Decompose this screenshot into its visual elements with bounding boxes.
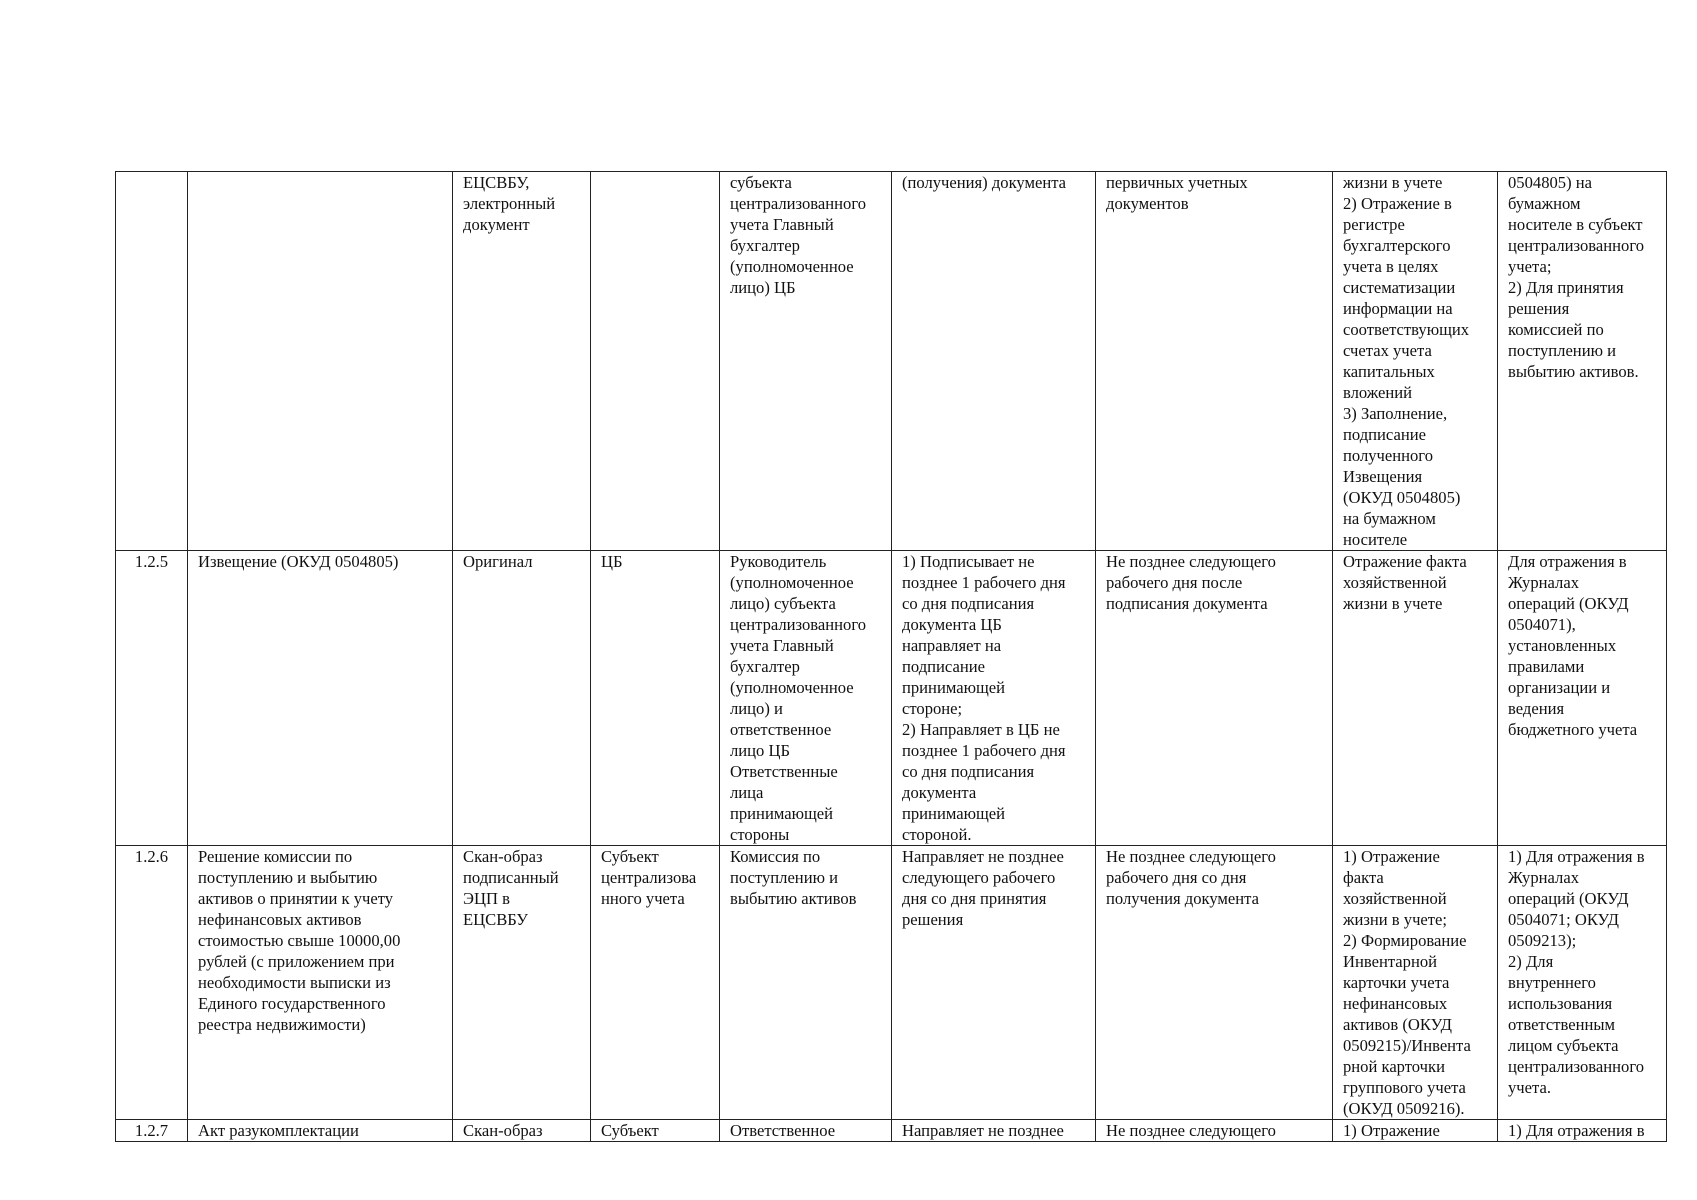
purpose-cell: 1) Отражение bbox=[1333, 1120, 1498, 1142]
table-row bbox=[116, 172, 1667, 551]
document-form-cell: Оригинал bbox=[453, 551, 591, 846]
signer-cell: субъекта централизованного учета Главный бухгалтер (уполномоченное лицо) ЦБ bbox=[720, 172, 892, 551]
table-row bbox=[116, 1120, 1667, 1142]
purpose-cell: Отражение факта хозяйственной жизни в учете bbox=[1333, 551, 1498, 846]
document-name-cell: Извещение (ОКУД 0504805) bbox=[188, 551, 453, 846]
deadline-cell: Не позднее следующего рабочего дня после подписания документа bbox=[1096, 551, 1333, 846]
document-name-cell bbox=[188, 172, 453, 551]
creator-cell bbox=[591, 172, 720, 551]
creator-cell: ЦБ bbox=[591, 551, 720, 846]
creator-cell: Субъект централизова нного учета bbox=[591, 846, 720, 1120]
document-name-cell: Акт разукомплектации bbox=[188, 1120, 453, 1142]
deadline-cell: Не позднее следующего bbox=[1096, 1120, 1333, 1142]
creator-cell: Субъект bbox=[591, 1120, 720, 1142]
action-cell: Направляет не позднее следующего рабочего дня со дня принятия решения bbox=[892, 846, 1096, 1120]
document-form-cell: Скан-образ bbox=[453, 1120, 591, 1142]
purpose-cell: 1) Отражение факта хозяйственной жизни в учете; 2) Формирование Инвентарной карточки учета нефинансовых активов (ОКУД 0509215)/Инвента рной карточки группового учета (ОКУД 0509216). bbox=[1333, 846, 1498, 1120]
purpose-cell: жизни в учете 2) Отражение в регистре бухгалтерского учета в целях систематизации информации на соответствующих счетах учета капитальных вложений 3) Заполнение, подписание полученного Извещения (ОКУД 0504805) на бумажном носителе bbox=[1333, 172, 1498, 551]
row-number: 1.2.6 bbox=[116, 846, 188, 1120]
registry-cell: Для отражения в Журналах операций (ОКУД 0504071), установленных правилами организации и ведения бюджетного учета bbox=[1498, 551, 1667, 846]
document-form-cell: ЕЦСВБУ, электронный документ bbox=[453, 172, 591, 551]
registry-cell: 1) Для отражения в Журналах операций (ОКУД 0504071; ОКУД 0509213); 2) Для внутреннего использования ответственным лицом субъекта централизованного учета. bbox=[1498, 846, 1667, 1120]
table-row bbox=[116, 846, 1667, 1120]
deadline-cell: первичных учетных документов bbox=[1096, 172, 1333, 551]
action-cell: Направляет не позднее bbox=[892, 1120, 1096, 1142]
registry-cell: 0504805) на бумажном носителе в субъект централизованного учета; 2) Для принятия решения комиссией по поступлению и выбытию активов. bbox=[1498, 172, 1667, 551]
signer-cell: Ответственное bbox=[720, 1120, 892, 1142]
table-row bbox=[116, 551, 1667, 846]
deadline-cell: Не позднее следующего рабочего дня со дня получения документа bbox=[1096, 846, 1333, 1120]
row-number: 1.2.7 bbox=[116, 1120, 188, 1142]
action-cell: 1) Подписывает не позднее 1 рабочего дня со дня подписания документа ЦБ направляет на подписание принимающей стороне; 2) Направляет в ЦБ не позднее 1 рабочего дня со дня подписания документа принимающей стороной. bbox=[892, 551, 1096, 846]
document-name-cell: Решение комиссии по поступлению и выбытию активов о принятии к учету нефинансовых активов стоимостью свыше 10000,00 рублей (с приложением при необходимости выписки из Единого государственного реестра недвижимости) bbox=[188, 846, 453, 1120]
row-number: 1.2.5 bbox=[116, 551, 188, 846]
action-cell: (получения) документа bbox=[892, 172, 1096, 551]
row-number bbox=[116, 172, 188, 551]
signer-cell: Комиссия по поступлению и выбытию активов bbox=[720, 846, 892, 1120]
document-table bbox=[115, 171, 1667, 1142]
document-form-cell: Скан-образ подписанный ЭЦП в ЕЦСВБУ bbox=[453, 846, 591, 1120]
signer-cell: Руководитель (уполномоченное лицо) субъекта централизованного учета Главный бухгалтер (уполномоченное лицо) и ответственное лицо ЦБ Ответственные лица принимающей стороны bbox=[720, 551, 892, 846]
registry-cell: 1) Для отражения в bbox=[1498, 1120, 1667, 1142]
